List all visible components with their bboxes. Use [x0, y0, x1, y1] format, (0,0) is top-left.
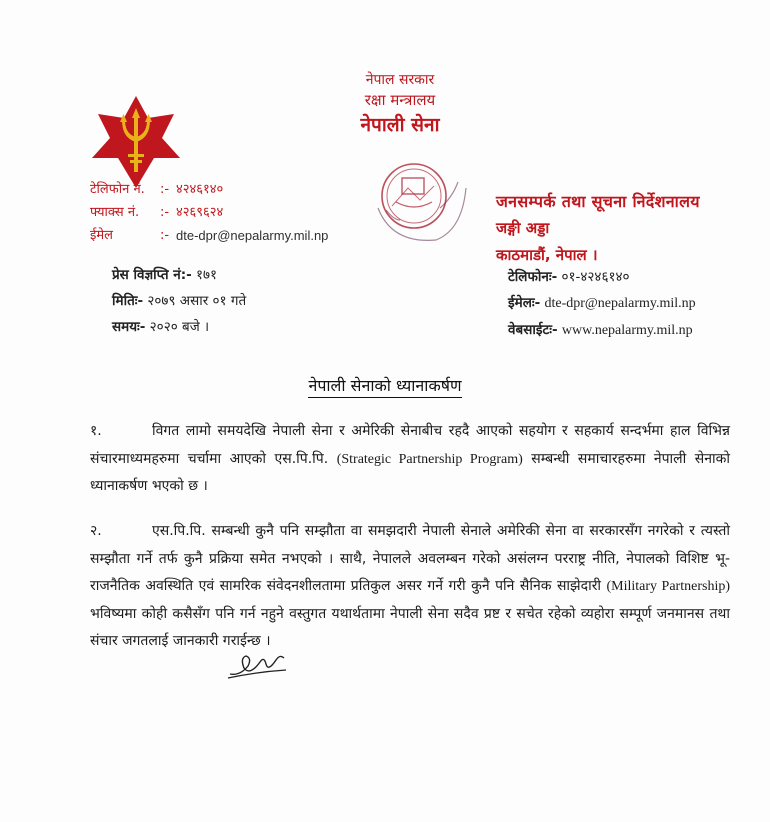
- letterhead-title: [300, 70, 500, 139]
- telephone-row: [90, 178, 328, 201]
- right-email-label: ईमेलः-: [508, 295, 541, 311]
- contact-left: [90, 178, 328, 247]
- notice-title-text: नेपाली सेनाको ध्यानाकर्षण: [308, 376, 461, 398]
- press-meta: [112, 262, 246, 340]
- email-sep: :-: [160, 228, 170, 243]
- signature: [226, 646, 290, 686]
- email-label: ईमेल: [90, 228, 113, 243]
- release-label: प्रेस विज्ञप्ति नं:-: [112, 267, 192, 283]
- paragraph-2-text-b: (Military Partnership): [606, 579, 730, 594]
- org-label: नेपाली सेना: [360, 114, 440, 136]
- paragraph-2-number: २.: [90, 523, 102, 539]
- release-number: १७१: [196, 267, 218, 283]
- paragraph-2: [90, 518, 730, 656]
- release-row: [112, 262, 246, 288]
- paragraph-1-text-b: (Strategic Partnership Program): [336, 451, 523, 467]
- directorate-block: [496, 188, 700, 269]
- right-website-label: वेबसाईटः-: [508, 322, 558, 338]
- paragraph-2-text-c: भविष्यमा कोही कसैसँग पनि गर्न नहुने वस्तुगत यथार्थतामा नेपाली सेना सदैव प्रष्ट र सचेत रहेको व्यहोरा सम्पूर्ण जनमानस तथा संचार जगतलाई जानकारी गराईन्छ ।: [90, 605, 730, 649]
- paragraph-2-text-a: एस.पि.पि. सम्बन्धी कुनै पनि सम्झौता वा समझदारी नेपाली सेनाले अमेरिकी सेना वा सरकारसँग नगरेको र त्यस्तो सम्झौता गर्ने तर्फ कुनै प्रक्रिया समेत नभएको । साथै, नेपालले अवलम्बन गरेको असंलग्न परराष्ट्र नीति, नेपालको विशिष्ट भू-राजनैतिक अवस्थिति एवं सामरिक संवेदनशीलतामा प्रतिकुल असर गर्ने गरी कुनै पनि सैनिक साझेदारी: [90, 523, 730, 594]
- right-telephone-row: [508, 264, 696, 290]
- right-website-row: [508, 317, 696, 344]
- right-email-value: dte-dpr@nepalarmy.mil.np: [544, 296, 696, 311]
- email-row: [90, 224, 328, 247]
- fax-value: ४२६९६२४: [176, 205, 224, 220]
- fax-row: [90, 201, 328, 224]
- paragraph-1-text-c: सम्बन्धी समाचारहरुमा नेपाली सेनाको ध्यानाकर्षण भएको छ ।: [90, 450, 731, 494]
- time-value: २०२० बजे ।: [149, 319, 210, 335]
- time-label: समयः-: [112, 319, 146, 335]
- email-value: dte-dpr@nepalarmy.mil.np: [176, 228, 329, 243]
- telephone-sep: :-: [160, 182, 170, 197]
- date-value: २०७९ असार ०१ गते: [147, 293, 247, 309]
- time-row: [112, 314, 246, 340]
- fax-sep: :-: [160, 205, 170, 220]
- ministry-label: रक्षा मन्त्रालय: [364, 91, 436, 109]
- directorate-city: काठमाडौं, नेपाल ।: [496, 246, 598, 264]
- paragraph-1-number: १.: [90, 423, 102, 439]
- fax-label: फ्याक्स नं.: [90, 205, 140, 220]
- right-telephone-value: ०१-४२४६१४०: [561, 269, 630, 285]
- office-stamp: [366, 148, 476, 262]
- date-label: मितिः-: [112, 293, 144, 309]
- directorate-name: जनसम्पर्क तथा सूचना निर्देशनालय: [496, 192, 700, 211]
- right-telephone-label: टेलिफोनः-: [508, 269, 558, 285]
- directorate-place: जङ्गी अड्डा: [496, 219, 550, 237]
- telephone-value: ४२४६१४०: [176, 182, 224, 197]
- paragraph-1: [90, 418, 730, 501]
- right-website-value: www.nepalarmy.mil.np: [561, 323, 693, 338]
- govt-label: नेपाल सरकार: [365, 72, 435, 88]
- right-email-row: [508, 290, 696, 317]
- paragraph-1-text-a: विगत लामो समयदेखि नेपाली सेना र अमेरिकी सेनाबीच रहदै आएको सहयोग र सहकार्य सन्दर्भमा हाल विभिन्न संचारमाध्यमहरुमा चर्चामा आएको एस.पि.पि.: [90, 423, 730, 467]
- contact-right: [508, 264, 696, 344]
- notice-title: [0, 374, 770, 396]
- telephone-label: टेलिफोन नं.: [90, 182, 145, 197]
- date-row: [112, 288, 246, 314]
